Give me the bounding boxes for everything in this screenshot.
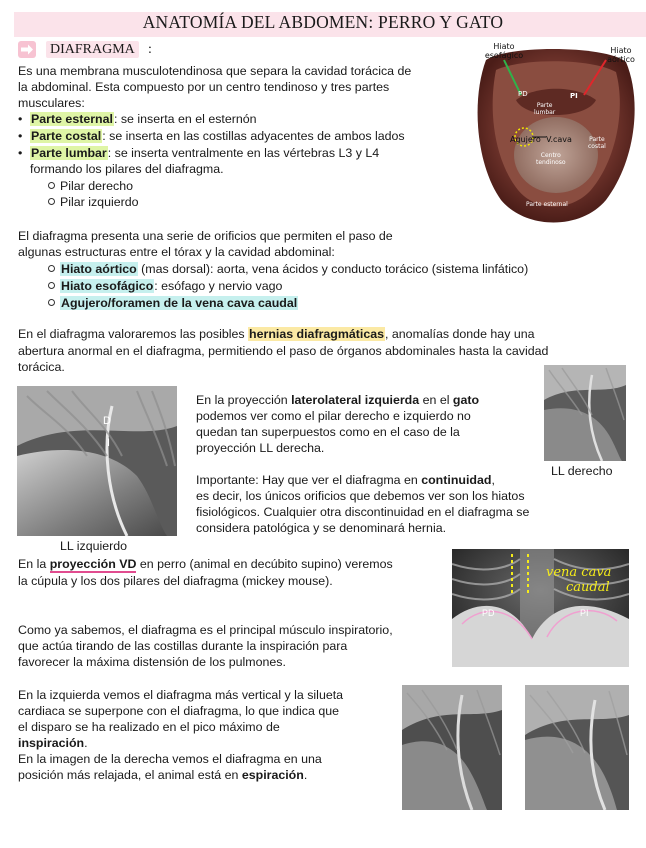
pilar-item: Pilar izquierdo [48,195,139,211]
label-parte-lumbar: Parte lumbar [534,102,556,116]
xray-espiracion [525,685,629,810]
part-desc: : se inserta en el esternón [113,112,257,126]
xray-label-i: I [107,437,111,449]
ll-line-2: podemos ver como el pilar derecho e izquierdo no [196,409,471,423]
muscle-line-3: favorecer la máxima distensión de los pulmones. [18,655,286,669]
hernias-line-1: En el diafragma valoraremos las posibles hernias diafragmáticas, anomalías donde hay una [18,327,535,341]
label-vcava: V.cava [546,135,572,144]
orificio-item: Hiato aórtico (mas dorsal): aorta, vena ácidos y conducto torácico (sistema linfático) [48,262,528,278]
label-agujero: Agujero [510,135,541,144]
part-name: Parte esternal [31,112,113,126]
orificios-line-2: algunas estructuras entre el tórax y la cavidad abdominal: [18,245,335,259]
resp-line-2: cardiaca se superpone con el diafragma, lo que indica que [18,704,339,718]
hernias-line-2: abertura anormal en el diafragma, permitiendo el paso de órganos abdominales hasta la cavidad [18,344,549,358]
ll-line-3: quedan tan superpuestos como en el caso de la [196,425,460,439]
vd-line-1: En la proyección VD en perro (animal en decúbito supino) veremos [18,557,393,571]
label-centro-tendinoso: Centro tendinoso [536,152,566,166]
diaphragm-anatomy-image [466,40,644,235]
xray-label-pi: PI [580,608,589,618]
label-parte-costal: Parte costal [588,136,606,150]
resp-line-4: inspiración. [18,736,88,750]
part-desc-continued: formando los pilares del diafragma. [30,162,224,176]
label-pi: PI [570,92,578,100]
resp-line-5: En la imagen de la derecha vemos el diafragma en una [18,752,322,766]
section-colon: : [148,42,152,57]
part-desc: : se inserta en las costillas adyacentes de ambos lados [102,129,405,143]
xray-label-d: D [103,415,111,427]
orificio-item: Agujero/foramen de la vena cava caudal [48,296,298,312]
xray-label-pd: PD [482,608,495,618]
label-parte-esternal: Parte esternal [526,201,568,208]
ll-line-5: Importante: Hay que ver el diafragma en continuidad, [196,473,495,487]
ll-line-4: proyección LL derecha. [196,441,325,455]
label-pd: PD [518,90,528,98]
part-desc: : se inserta ventralmente en las vértebras L3 y L4 [107,146,380,160]
ll-line-1: En la proyección laterolateral izquierda en el gato [196,393,480,407]
ll-line-7: fisiológicos. Cualquier otra discontinuidad en el diafragma se [196,505,530,519]
orificios-line-1: El diafragma presenta una serie de orificios que permiten el paso de [18,229,393,243]
intro-line-3: musculares: [18,96,85,110]
caption-ll-derecho: LL derecho [551,464,613,478]
muscle-line-2: que actúa tirando de las costillas durante la inspiración para [18,639,348,653]
resp-line-1: En la izquierda vemos el diafragma más vertical y la silueta [18,688,344,702]
handwritten-vena-cava: vena cava caudal [546,565,612,595]
intro-line-1: Es una membrana musculotendinosa que separa la cavidad torácica de [18,64,412,78]
intro-line-2: la abdominal. Esta compuesto por un centro tendinoso y tres partes [18,80,390,94]
pilar-item: Pilar derecho [48,179,133,195]
xray-inspiracion [402,685,502,810]
hernias-line-3: torácica. [18,360,65,374]
ll-line-6: es decir, los únicos orificios que debemos ver son los hiatos [196,489,525,503]
part-name: Parte lumbar [31,146,107,160]
section-title: DIAFRAGMA [46,41,139,58]
orificio-item: Hiato esofágico: esófago y nervio vago [48,279,282,295]
xray-ll-derecho [544,365,626,461]
xray-vd [452,549,629,667]
resp-line-3: el disparo se ha realizado en el pico máximo de [18,720,280,734]
vd-line-2: la cúpula y los dos pilares del diafragma (mickey mouse). [18,574,333,588]
label-hiato-aortico: Hiato aórtico [607,46,635,64]
arrow-right-icon [18,41,36,58]
ll-line-8: considera patológica y se denominará hernia. [196,521,447,535]
label-hiato-esofagico: Hiato esofágico [484,42,524,60]
muscle-line-1: Como ya sabemos, el diafragma es el principal músculo inspiratorio, [18,623,393,637]
resp-line-6: posición más relajada, el animal está en espiración. [18,768,308,782]
part-name: Parte costal [31,129,102,143]
xray-ll-izquierdo [17,386,177,536]
page-title: ANATOMÍA DEL ABDOMEN: PERRO Y GATO [142,12,504,32]
caption-ll-izquierdo: LL izquierdo [60,539,128,553]
